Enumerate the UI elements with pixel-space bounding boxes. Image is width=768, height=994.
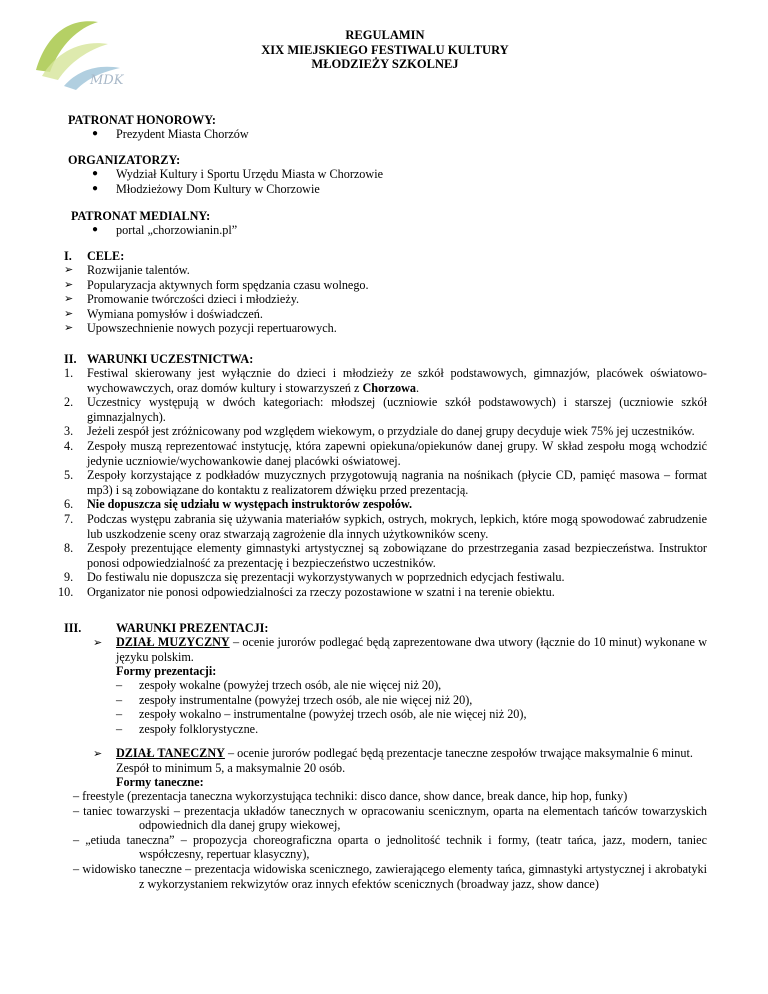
dash-bullet: – [73, 789, 83, 803]
section-number: II. [64, 352, 77, 366]
list-item-text: Rozwijanie talentów. [87, 263, 190, 277]
list-item [64, 263, 444, 278]
list-item: – zespoły wokalno – instrumentalne (powyżej trzech osób, ale nie więcej niż 20), [116, 707, 527, 722]
item-number: 3. [64, 424, 74, 439]
item-number: 6. [64, 497, 74, 512]
arrow-bullet-icon: ➢ [64, 278, 74, 291]
formy-taneczne-list [73, 789, 707, 891]
item-number: 5. [64, 468, 74, 483]
item-text: Do festiwalu nie dopuszcza się prezentacji wykorzystywanych w poprzednich edycjach festiwalu. [87, 570, 565, 585]
title-line-1: REGULAMIN [345, 28, 425, 42]
list-item [92, 167, 383, 182]
arrow-bullet-icon: ➢ [64, 293, 74, 306]
item-number: 1. [64, 366, 74, 380]
item-text: Jeżeli zespół jest zróżnicowany pod względem wiekowym, o przydziale do danej grupy decyduje wiek 75% jej uczestników. [87, 424, 695, 439]
warunki-list [58, 366, 707, 600]
item-number: 4. [64, 438, 74, 453]
section-number: III. [64, 621, 82, 635]
dzial-taneczny-desc: – ocenie jurorów podlegać będą prezentacje taneczne zespołów trwające maksymalnie 6 minut. Zespół to minimum 5, a maksymalnie 20 osób. [116, 746, 693, 775]
list-item-text: Młodzieżowy Dom Kultury w Chorzowie [116, 182, 320, 196]
list-item: – zespoły folklorystyczne. [116, 721, 259, 736]
list-item [73, 789, 707, 804]
arrow-bullet-icon: ➢ [93, 637, 103, 649]
list-item [64, 292, 444, 307]
dzial-taneczny-paragraph [116, 746, 707, 775]
item-number: 8. [64, 541, 74, 556]
title-line-2: XIX MIEJSKIEGO FESTIWALU KULTURY [261, 42, 509, 57]
list-item [64, 307, 444, 322]
bullet-icon: ● [92, 183, 99, 194]
numbered-list-item [58, 584, 707, 600]
list-item [92, 223, 238, 238]
item-number: 2. [64, 395, 74, 410]
patronat-medialny-heading: PATRONAT MEDIALNY: [71, 209, 211, 223]
list-item [92, 127, 249, 142]
formy-taneczne-heading: Formy taneczne: [116, 775, 204, 789]
item-bold-text: Nie dopuszcza się udziału w występach instruktorów zespołów. [87, 497, 413, 512]
dash-bullet: – [73, 861, 83, 876]
item-text: Uczestnicy występują w dwóch kategoriach: młodszej (uczniowie szkół podstawowych) i starszej (uczniowie szkół gimnazjalnych). [87, 395, 707, 424]
item-text: Festiwal skierowany jest wyłącznie do dzieci i młodzieży ze szkół podstawowych, gimnazjów, placówek oświatowo-wychowawczych, oraz domów kultury i stowarzyszeń z [87, 366, 707, 395]
dzial-muzyczny-desc: – ocenie jurorów podlegać będą zaprezentowane dwa utwory (łącznie do 10 minut) wykonane w języku polskim. [116, 635, 707, 664]
numbered-list-item [64, 366, 707, 395]
list-item-text: Wymiana pomysłów i doświadczeń. [87, 306, 263, 321]
item-number: 9. [64, 570, 74, 585]
item-text: Zespoły prezentujące elementy gimnastyki artystycznej są zobowiązane do przestrzegania zasad bezpieczeństwa. Instruktor ponosi odpowiedzialność za prezentację i bezpieczeństwo uczestników. [87, 541, 707, 570]
numbered-list-item [64, 570, 707, 585]
item-bold-text: Chorzowa [362, 380, 416, 395]
dash-bullet: – [73, 832, 86, 847]
dash-bullet: – [73, 803, 84, 818]
item-after-text: . [415, 380, 420, 395]
list-item-text: taniec towarzyski – prezentacja układów tanecznych w opracowaniu scenicznym, oparta na elementach tańców towarzyskich odpowiednich dla danej grupy wiekowej, [83, 803, 707, 833]
list-item-text: zespoły wokalno – instrumentalne (powyżej trzech osób, ale nie więcej niż 20), [139, 707, 527, 722]
item-text: Zespoły korzystające z podkładów muzycznych przygotowują nagrania na nośnikach (płycie CD, pamięć masowa – format mp3) i są zobowiązane do kontaktu z realizatorem dźwięku przed prezentacją. [87, 468, 707, 497]
list-item-text: Prezydent Miasta Chorzów [116, 127, 249, 141]
list-item-text: zespoły folklorystyczne. [139, 721, 259, 736]
list-item-text: Popularyzacja aktywnych form spędzania czasu wolnego. [87, 277, 369, 292]
numbered-list-item [64, 497, 707, 512]
list-item [92, 182, 320, 197]
list-item: – zespoły wokalne (powyżej trzech osób, ale nie więcej niż 20), [116, 678, 442, 692]
numbered-list-item [64, 439, 707, 468]
arrow-bullet-icon: ➢ [93, 748, 103, 760]
numbered-list-item [64, 424, 707, 439]
section-number: I. [64, 249, 72, 263]
formy-prezentacji-heading: Formy prezentacji: [116, 664, 217, 678]
list-item-text: zespoły instrumentalne (powyżej trzech osób, ale nie więcej niż 20), [139, 692, 473, 707]
bullet-icon: ● [92, 224, 99, 235]
list-item [73, 862, 707, 891]
dzial-muzyczny-label: DZIAŁ MUZYCZNY [116, 635, 230, 649]
list-item-text: zespoły wokalne (powyżej trzech osób, ale nie więcej niż 20), [139, 678, 442, 692]
item-text: Organizator nie ponosi odpowiedzialności za rzeczy pozostawione w szatni i na terenie obiektu. [87, 584, 555, 599]
list-item: – zespoły instrumentalne (powyżej trzech osób, ale nie więcej niż 20), [116, 692, 473, 707]
document-title [200, 28, 570, 72]
cele-list [64, 263, 444, 336]
prezentacje-heading: WARUNKI PREZENTACJI: [116, 621, 269, 635]
cele-heading: CELE: [87, 249, 125, 263]
numbered-list-item [64, 512, 707, 541]
list-item-text: portal „chorzowianin.pl” [116, 223, 238, 237]
item-text: Zespoły muszą reprezentować instytucję, która zapewni opiekuna/opiekunów danej grupy. W skład zespołu mogą wchodzić jedynie uczniowie/wychowankowie danej placówki oświatowej. [87, 438, 707, 468]
arrow-bullet-icon: ➢ [64, 264, 74, 276]
item-number: 7. [64, 511, 74, 526]
patronat-honorowy-heading: PATRONAT HONOROWY: [68, 113, 216, 127]
numbered-list-item [64, 541, 707, 570]
list-item-text: Promowanie twórczości dzieci i młodzieży. [87, 292, 300, 307]
list-item-text: widowisko taneczne – prezentacja widowiska scenicznego, zawierającego elementy tańca, gimnastyki artystycznej i akrobatyki z wykorzystaniem rekwizytów oraz innych efektów scenicznych (broadway jazz, show dance) [82, 861, 708, 891]
warunki-heading: WARUNKI UCZESTNICTWA: [87, 352, 254, 366]
numbered-list-item [64, 468, 707, 497]
item-number: 10. [58, 584, 74, 599]
list-item-text: „etiuda taneczna” – propozycja choreograficzna oparta o jednolitość technik i formy, (teatr tańca, jazz, modern, taniec współczesny, repertuar klasyczny), [85, 832, 707, 862]
dzial-taneczny-label: DZIAŁ TANECZNY [116, 746, 225, 760]
title-line-3: MŁODZIEŻY SZKOLNEJ [311, 57, 459, 71]
list-item [64, 278, 444, 293]
item-text: Podczas występu zabrania się używania materiałów sypkich, ostrych, mokrych, lepkich, które mogą spowodować zabrudzenie lub uszkodzenie sceny oraz stwarzają zagrożenie dla innych użytkowników sceny. [87, 511, 707, 541]
dzial-muzyczny-paragraph [116, 635, 707, 664]
organizatorzy-heading: ORGANIZATORZY: [68, 153, 181, 167]
arrow-bullet-icon: ➢ [64, 307, 74, 320]
list-item [73, 804, 707, 833]
mdk-logo [28, 10, 138, 92]
list-item [73, 833, 707, 862]
arrow-bullet-icon: ➢ [64, 322, 74, 335]
list-item-text: Wydział Kultury i Sportu Urzędu Miasta w Chorzowie [116, 167, 383, 181]
bullet-icon: ● [92, 168, 99, 179]
list-item-text: freestyle (prezentacja taneczna wykorzystująca techniki: disco dance, show dance, break dance, hip hop, funky) [82, 789, 628, 803]
list-item-text: Upowszechnienie nowych pozycji repertuarowych. [87, 321, 337, 336]
bullet-icon: ● [92, 128, 99, 139]
formy-prezentacji-list [116, 678, 676, 736]
logo-text: MDK [90, 73, 124, 88]
numbered-list-item [64, 395, 707, 424]
list-item [64, 321, 444, 336]
